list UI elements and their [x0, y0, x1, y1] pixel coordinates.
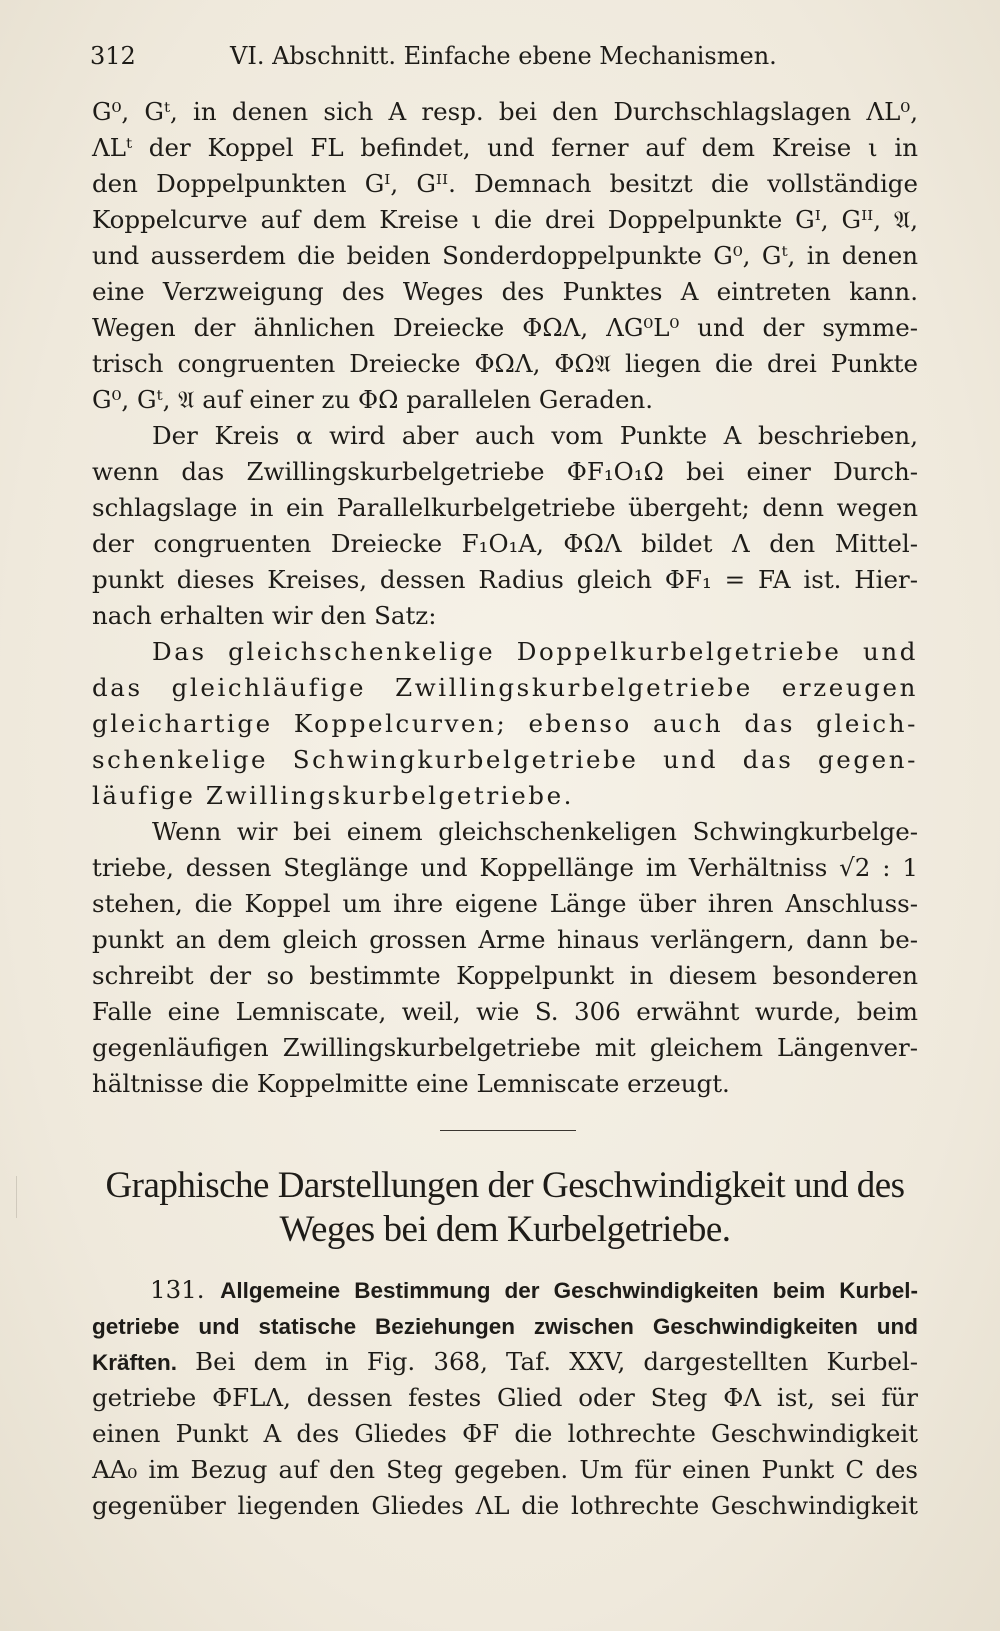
text-line: stehen, die Koppel um ihre eigene Länge über ihren Anschluss- [92, 889, 918, 918]
running-title: VI. Abschnitt. Einfache ebene Mechanismen. [230, 42, 777, 70]
paragraph-1 [92, 94, 918, 418]
section-text: Bei dem in Fig. 368, Taf. XXV, dargestellten Kurbel- [195, 1347, 918, 1376]
text-line: G⁰, Gᵗ, in denen sich A resp. bei den Durchschlagslagen ΛL⁰, [92, 97, 918, 126]
text-line: gleichartige Koppelcurven; ebenso auch das gleich- [92, 709, 918, 738]
text-line: Wenn wir bei einem gleichschenkeligen Schwingkurbelge- [152, 817, 918, 846]
text-line: ΛLᵗ der Koppel FL befindet, und ferner auf dem Kreise ι in [92, 133, 918, 162]
text-line [92, 1308, 918, 1344]
text-line: AA₀ im Bezug auf den Steg gegeben. Um für einen Punkt C des [92, 1455, 918, 1484]
section-title: getriebe und statische Beziehungen zwischen Geschwindigkeiten und [92, 1314, 918, 1339]
text-line: schreibt der so bestimmte Koppelpunkt in diesem besonderen [92, 961, 918, 990]
separator [92, 1102, 918, 1164]
text-line: das gleichläufige Zwillingskurbelgetriebe erzeugen [92, 673, 918, 702]
running-header [90, 40, 930, 72]
text-line: nach erhalten wir den Satz: [92, 601, 437, 630]
text-line: punkt dieses Kreises, dessen Radius gleich ΦF₁ = FA ist. Hier- [92, 565, 918, 594]
paragraph-3 [92, 814, 918, 1102]
text-line [92, 1344, 918, 1380]
text-line: triebe, dessen Steglänge und Koppellänge im Verhältniss √2 : 1 [92, 853, 918, 882]
text-line: gegenläufigen Zwillingskurbelgetriebe mit gleichem Längenver- [92, 1033, 918, 1062]
text-line: wenn das Zwillingskurbelgetriebe ΦF₁O₁Ω bei einer Durch- [92, 457, 918, 486]
section-number: 131. [150, 1275, 205, 1304]
section-heading-line: Graphische Darstellungen der Geschwindigkeit und des [105, 1165, 905, 1206]
text-line [92, 1272, 918, 1308]
text-line: der congruenten Dreiecke F₁O₁A, ΦΩΛ bildet Λ den Mittel- [92, 529, 918, 558]
text-line: getriebe ΦFLΛ, dessen festes Glied oder Steg ΦΛ ist, sei für [92, 1383, 918, 1412]
margin-mark [16, 1176, 23, 1218]
text-line: punkt an dem gleich grossen Arme hinaus verlängern, dann be- [92, 925, 918, 954]
theorem-block [92, 634, 918, 814]
section-heading [92, 1164, 918, 1252]
text-line: gegenüber liegenden Gliedes ΛL die lothrechte Geschwindigkeit [92, 1491, 918, 1520]
text-line: schenkelige Schwingkurbelgetriebe und das gegen- [92, 745, 918, 774]
text-line: läufige Zwillingskurbelgetriebe. [92, 781, 575, 810]
text-line: Falle eine Lemniscate, weil, wie S. 306 erwähnt wurde, beim [92, 997, 918, 1026]
section-heading-line: Weges bei dem Kurbelgetriebe. [279, 1209, 731, 1250]
section-131 [92, 1272, 918, 1524]
text-line: einen Punkt A des Gliedes ΦF die lothrechte Geschwindigkeit [92, 1419, 918, 1448]
paragraph-2 [92, 418, 918, 634]
text-line: G⁰, Gᵗ, 𝔄 auf einer zu ΦΩ parallelen Geraden. [92, 385, 654, 414]
text-line: Wegen der ähnlichen Dreiecke ΦΩΛ, ΛG⁰L⁰ und der symme- [92, 313, 918, 342]
text-line: Der Kreis α wird aber auch vom Punkte A beschrieben, [152, 421, 918, 450]
separator-rule [440, 1130, 576, 1131]
section-title: Allgemeine Bestimmung der Geschwindigkeiten beim Kurbel- [220, 1278, 918, 1303]
text-line: hältnisse die Koppelmitte eine Lemniscate erzeugt. [92, 1069, 730, 1098]
section-title: Kräften. [92, 1350, 178, 1375]
text-line: den Doppelpunkten Gᴵ, Gᴵᴵ. Demnach besitzt die vollständige [92, 169, 918, 198]
text-line: und ausserdem die beiden Sonderdoppelpunkte G⁰, Gᵗ, in denen [92, 241, 918, 270]
body-text [92, 94, 918, 1524]
page-number: 312 [90, 42, 136, 70]
text-line: schlagslage in ein Parallelkurbelgetriebe übergeht; denn wegen [92, 493, 918, 522]
text-line: Koppelcurve auf dem Kreise ι die drei Doppelpunkte Gᴵ, Gᴵᴵ, 𝔄, [92, 205, 918, 234]
text-line: trisch congruenten Dreiecke ΦΩΛ, ΦΩ𝔄 liegen die drei Punkte [92, 349, 918, 378]
text-line: eine Verzweigung des Weges des Punktes A eintreten kann. [92, 277, 918, 306]
text-line: Das gleichschenkelige Doppelkurbelgetriebe und [152, 637, 918, 666]
